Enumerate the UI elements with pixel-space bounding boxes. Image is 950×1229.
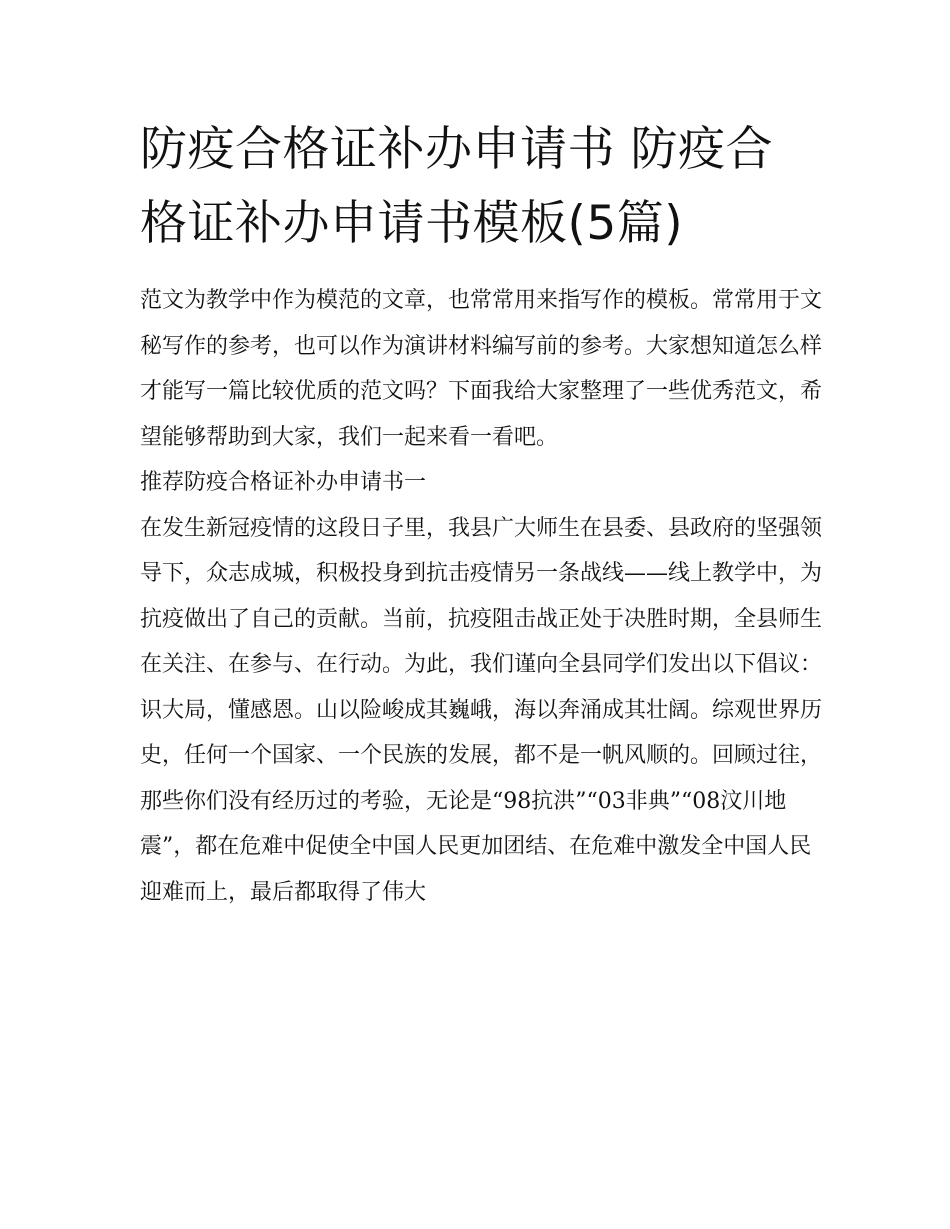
document-title: 防疫合格证补办申请书 防疫合格证补办申请书模板(5篇) [140,122,773,251]
intro-paragraph: 范文为教学中作为模范的文章，也常常用来指写作的模板。常常用于文秘写作的参考，也可以作为演讲材料编写前的参考。大家想知道怎么样才能写一篇比较优质的范文吗？下面我给大家整理了一些优秀范文，希望能够帮助到大家，我们一起来看一看吧。 [140,288,823,450]
body-paragraph: 在发生新冠疫情的这段日子里，我县广大师生在县委、县政府的坚强领导下，众志成城，积极投身到抗击疫情另一条战线——线上教学中，为抗疫做出了自己的贡献。当前，抗疫阻击战正处于决胜时期，全县师生在关注、在参与、在行动。为此，我们谨向全县同学们发出以下倡议： [140,515,823,677]
document-body [140,278,830,915]
section-heading: 推荐防疫合格证补办申请书一 [140,470,427,495]
body-paragraph: 识大局，懂感恩。山以险峻成其巍峨，海以奔涌成其壮阔。综观世界历史，任何一个国家、一个民族的发展，都不是一帆风顺的。回顾过往，那些你们没有经历过的考验，无论是“98抗洪”“03非典”“08汶川地震”，都在危难中促使全中国人民更加团结、在危难中激发全中国人民迎难而上，最后都取得了伟大 [140,697,823,905]
